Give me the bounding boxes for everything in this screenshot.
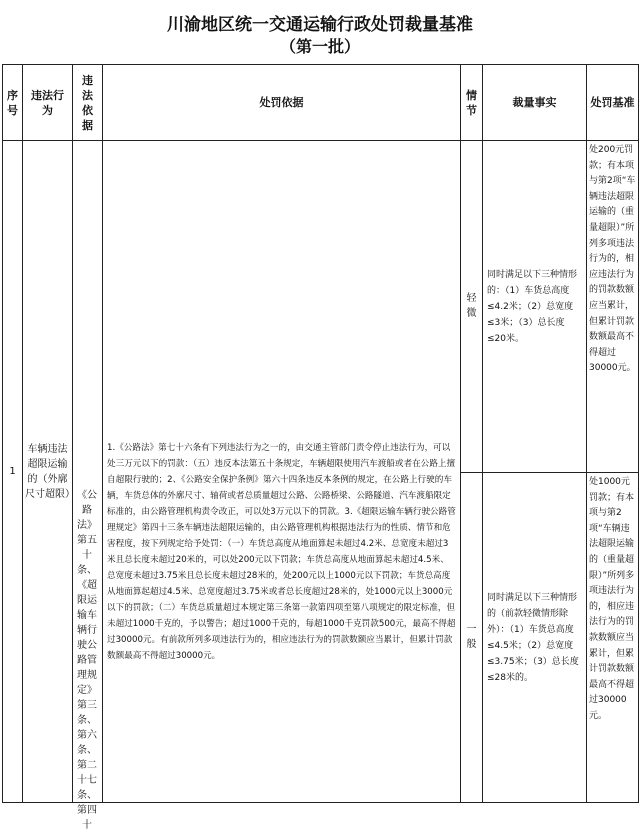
header-std: 处罚基准	[587, 65, 639, 141]
cell-violation: 车辆违法超限运输的（外廓尺寸超限）	[23, 141, 73, 803]
cell-plot-general: 一般	[461, 473, 483, 803]
document-title: 川渝地区统一交通运输行政处罚裁量基准	[167, 15, 473, 35]
cell-fact-minor: 同时满足以下三种情形的：（1）车货总高度≤4.2米；（2）总宽度≤3米；（3）总长度≤20米。	[483, 141, 587, 473]
penalty-table	[2, 64, 639, 831]
cell-standard-minor: 处200元罚款；有本项与第2项“车辆违法超限运输的（重量超限）”所列多项违法行为的，相应违法行为的罚款数额应当累计，但累计罚款数额最高不得超过30000元。	[587, 141, 639, 473]
cell-standard-general: 处1000元罚款；有本项与第2项“车辆违法超限运输的（重量超限）”所列多项违法行为的，相应违法行为的罚款数额应当累计，但累计罚款数额最高不得超过30000元。	[587, 473, 639, 803]
document-subtitle: （第一批）	[279, 37, 360, 56]
table-row	[3, 141, 639, 473]
cell-plot-minor: 轻微	[461, 141, 483, 473]
header-plot: 情节	[461, 65, 483, 141]
header-seq: 序号	[3, 65, 23, 141]
header-law: 违法依据	[73, 65, 103, 141]
cell-fact-general: 同时满足以下三种情形的（前款轻微情形除外）：（1）车货总高度≤4.5米；（2）总宽度≤3.75米；（3）总长度≤28米的。	[483, 473, 587, 803]
penalty-basis-text: 1.《公路法》第七十六条有下列违法行为之一的，由交通主管部门责令停止违法行为，可以处三万元以下的罚款：（五）违反本法第五十条规定，车辆超限使用汽车渡船或者在公路上擅自超限行驶的；2、《公路安全保护条例》第六十四条违反本条例的规定，在公路上行驶的车辆，车货总体的外廓尺寸、轴荷或者总质量超过公路、公路桥梁、公路隧道、汽车渡船限定标准的，由公路管理机构责令改正，可以处3万元以下的罚款。3.《超限运输车辆行驶公路管理规定》第四十三条车辆违法超限运输的，由公路管理机构根据违法行为的性质、情节和危害程度，按下列规定给予处罚：（一）车货总高度从地面算起未超过4.2米、总宽度未超过3米且总长度未超过20米的，可以处200元以下罚款；车货总高度从地面算起未超过4.5米、总宽度未超过3.75米且总长度未超过28米的，处200元以上1000元以下罚款；车货总高度从地面算起超过4.5米、总宽度超过3.75米或者总长度超过28米的，处1000元以上3000元以下的罚款；（二）车货总质量超过本规定第三条第一款第四项至第八项规定的限定标准，但未超过1000千克的，予以警告；超过1000千克的，每超1000千克罚款500元，最高不得超过30000元。有前款所列多项违法行为的，相应违法行为的罚款数额应当累计，但累计罚款数额最高不得超过30000元。	[107, 442, 456, 661]
header-act: 违法行为	[23, 65, 73, 141]
header-basis: 处罚依据	[103, 65, 461, 141]
law-basis-text: 《公路法》第五十条、《超限运输车辆行驶公路管理规定》第三条、第六条、第二十七条、第四十	[77, 489, 97, 831]
cell-seq: 1	[3, 141, 23, 803]
header-fact: 裁量事实	[483, 65, 587, 141]
table-header-row	[3, 65, 639, 141]
cell-penalty-basis	[103, 141, 461, 803]
cell-law-basis	[73, 141, 103, 831]
